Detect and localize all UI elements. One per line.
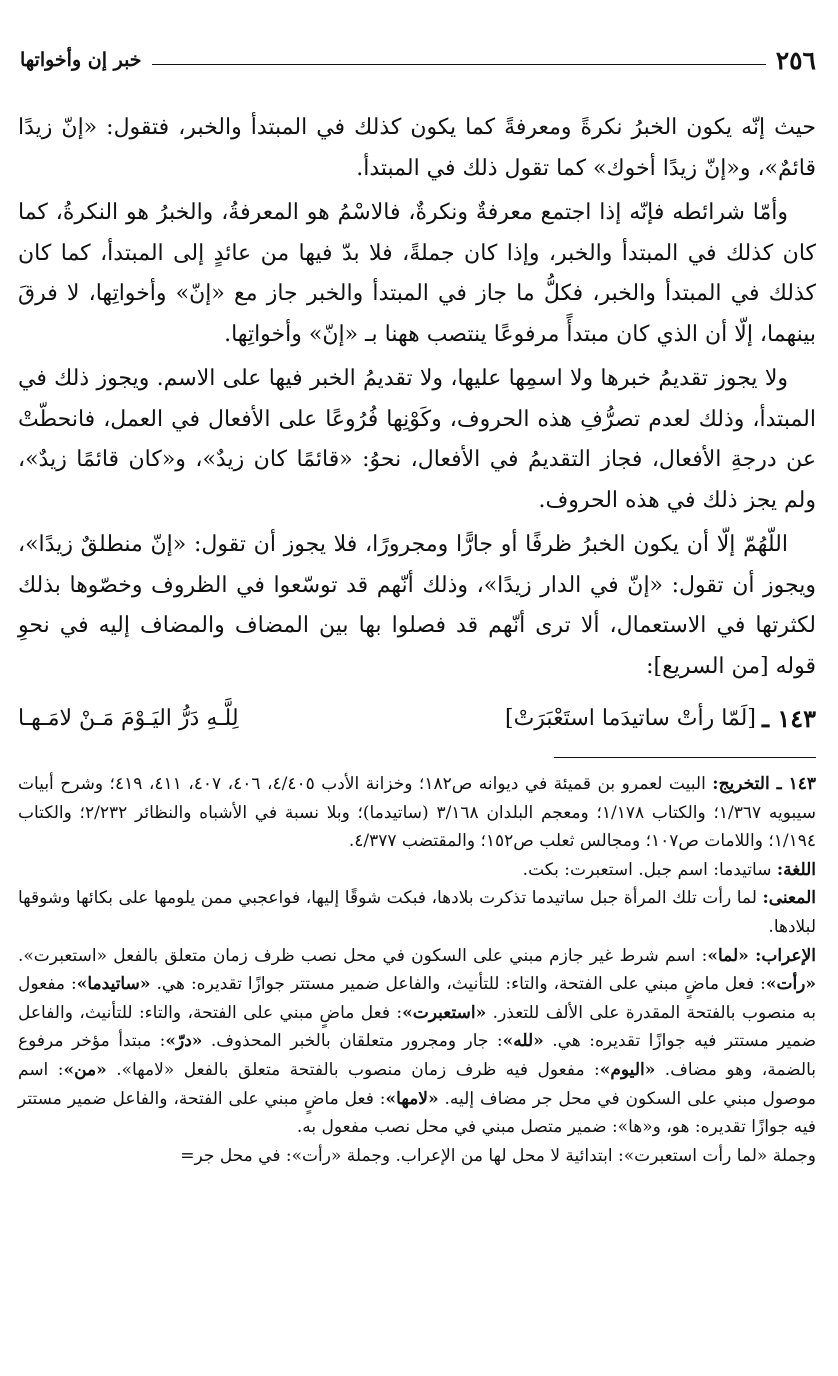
- footnote-label: اللغة:: [776, 859, 816, 880]
- page-number: ٢٥٦: [775, 45, 816, 75]
- header-rule: [152, 64, 766, 65]
- footnote-text: [18, 946, 816, 1138]
- irab-explanation: : اسم شرط غير جازم مبني على السكون في محل نصب ظرف زمان متعلق بالفعل «استعبرت».: [18, 945, 708, 966]
- running-header: [20, 40, 816, 80]
- verse-first-half: [505, 704, 816, 733]
- irab-explanation: : مفعول فيه ظرف زمان منصوب بالفتحة متعلق بالفعل «لامها».: [106, 1059, 600, 1080]
- verse-second-hemistich: لِلَّـهِ دَرُّ اليَـوْمَ مَـنْ لامَـهـا: [18, 705, 239, 731]
- irab-explanation: : مفعول به منصوب بالفتحة المقدرة على الألف للتعذر.: [18, 974, 816, 1023]
- poetry-verse: [18, 697, 816, 739]
- irab-term: «من»: [63, 1059, 107, 1080]
- paragraph: ولا يجوز تقديمُ خبرها ولا اسمِها عليها، ولا تقديمُ الخبر فيها على الاسم. ويجوز ذلك في المبتدأ، وذلك لعدم تصرُّفِ هذه الحروف، وكَوْنِها فُرُوعًا على الأفعال في العمل، فانحطّتْ عن درجةِ الأفعال، فجاز التقديمُ في الأفعال، نحوُ: «قائمًا كان زيدٌ»، و«كان قائمًا زيدٌ»، ولم يجز ذلك في هذه الحروف.: [18, 366, 816, 513]
- irab-explanation: : مبتدأ مؤخر مرفوع بالضمة، وهو مضاف.: [18, 1031, 816, 1080]
- paragraph: وأمّا شرائطه فإنّه إذا اجتمع معرفةٌ ونكرةٌ، فالاسْمُ هو المعرفةُ، والخبرُ هو النكرةُ، كما كان كذلك في المبتدأ والخبر، وإذا كان جملةً، فلا بدّ فيها من عائدٍ إلى المبتدأ، كما كان كذلك في المبتدأ والخبر، فكلُّ ما جاز في المبتدأ والخبر جاز مع «إنّ» وأخواتِها، لا فرقَ بينهما، إلّا أن الذي كان مبتدأً مرفوعًا ينتصب ههنا بـ «إنّ» وأخواتِها.: [18, 200, 816, 347]
- main-text: [18, 108, 816, 691]
- irab-term: «درّ»: [165, 1031, 203, 1052]
- paragraph: اللّهُمّ إلّا أن يكون الخبرُ ظرفًا أو جارًّا ومجرورًا، فلا يجوز أن تقول: «إنّ منطلقٌ زيدًا»، ويجوز أن تقول: «إنّ في الدار زيدًا»، وذلك أنّهم قد توسّعوا في الظروف وخصّوها بذلك لكثرتها في الاستعمال، ألا ترى أنّهم قد فصلوا بها بين المضاف والمضاف إليه في نحوِ قوله [من السريع]:: [18, 532, 816, 679]
- irab-explanation: : فعل ماضٍ مبني على الفتحة، والتاء: للتأنيث، والفاعل ضمير مستتر فيه جوازًا تقديره: هي.: [18, 1002, 816, 1052]
- footnotes: [18, 770, 816, 1170]
- verse-number: ١٤٣ ـ: [761, 703, 816, 733]
- footnote-mana: [18, 884, 816, 941]
- paragraph: حيث إنّه يكون الخبرُ نكرةً ومعرفةً كما يكون كذلك في المبتدأ والخبر، فتقول: «إنّ زيدًا قائمٌ»، و«إنّ زيدًا أخوك» كما تقول ذلك في المبتدأ.: [18, 115, 816, 181]
- footnote-irab: [18, 942, 816, 1142]
- irab-term: «اليوم»: [599, 1059, 656, 1080]
- irab-term: «لما»: [707, 945, 749, 966]
- footnote-label: ١٤٣ ـ التخريج:: [712, 774, 817, 794]
- footnote-text: ساتيدما: اسم جبل. استعبرت: بكت.: [522, 859, 772, 880]
- footnote-label: الإعراب:: [755, 945, 817, 966]
- verse-first-hemistich: [لَمّا رأتْ ساتيدَما استَعْبَرَتْ]: [505, 705, 756, 731]
- irab-term: «لامها»: [385, 1088, 439, 1109]
- footnote-jumla: وجملة «لما رأت استعبرت»: ابتدائية لا محل لها من الإعراب. وجملة «رأت»: في محل جر=: [180, 1145, 816, 1166]
- footnote-text: لما رأت تلك المرأة جبل ساتيدما تذكرت بلادها، فبكت شوقًا إليها، فواعجبي ممن يلومها على بكائها وشوقها لبلادها.: [18, 888, 816, 937]
- irab-explanation: : اسم موصول مبني على السكون في محل جر مضاف إليه.: [18, 1059, 816, 1109]
- footnote-label: المعنى:: [762, 888, 816, 909]
- irab-explanation: : فعل ماضٍ مبني على الفتحة، والفاعل ضمير مستتر فيه جوازًا تقديره: هو، و«ها»: ضمير متصل مبني في محل نصب مفعول به.: [18, 1088, 816, 1138]
- footnote-takhrij: [18, 770, 816, 856]
- irab-term: «رأت»: [765, 974, 817, 995]
- footnote-lugha: [18, 856, 816, 885]
- irab-term: «لله»: [502, 1031, 544, 1052]
- irab-term: «ساتيدما»: [76, 974, 151, 995]
- irab-term: «استعبرت»: [402, 1002, 487, 1023]
- irab-explanation: : فعل ماضٍ مبني على الفتحة، والتاء: للتأنيث، والفاعل ضمير مستتر جوازًا تقديره: هي.: [150, 974, 766, 995]
- irab-explanation: : جار ومجرور متعلقان بالخبر المحذوف.: [202, 1031, 503, 1052]
- running-title: خبر إن وأخواتها: [20, 49, 142, 71]
- footnote-text: البيت لعمرو بن قميئة في ديوانه ص١٨٢؛ وخزانة الأدب ٤/٤٠٥، ٤٠٦، ٤٠٧، ٤١١، ٤١٩؛ وشرح أبيات سيبويه ١/٣٦٧؛ والكتاب ١/١٧٨؛ ومعجم البلدان ٣/١٦٨ (ساتيدما)؛ وبلا نسبة في الأشباه والنظائر ٢/٢٣٢؛ والكتاب ١/١٩٤؛ واللامات ص١٠٧؛ ومجالس ثعلب ص١٥٢؛ والمقتضب ٤/٣٧٧.: [18, 774, 817, 852]
- footnote-separator: [554, 757, 816, 758]
